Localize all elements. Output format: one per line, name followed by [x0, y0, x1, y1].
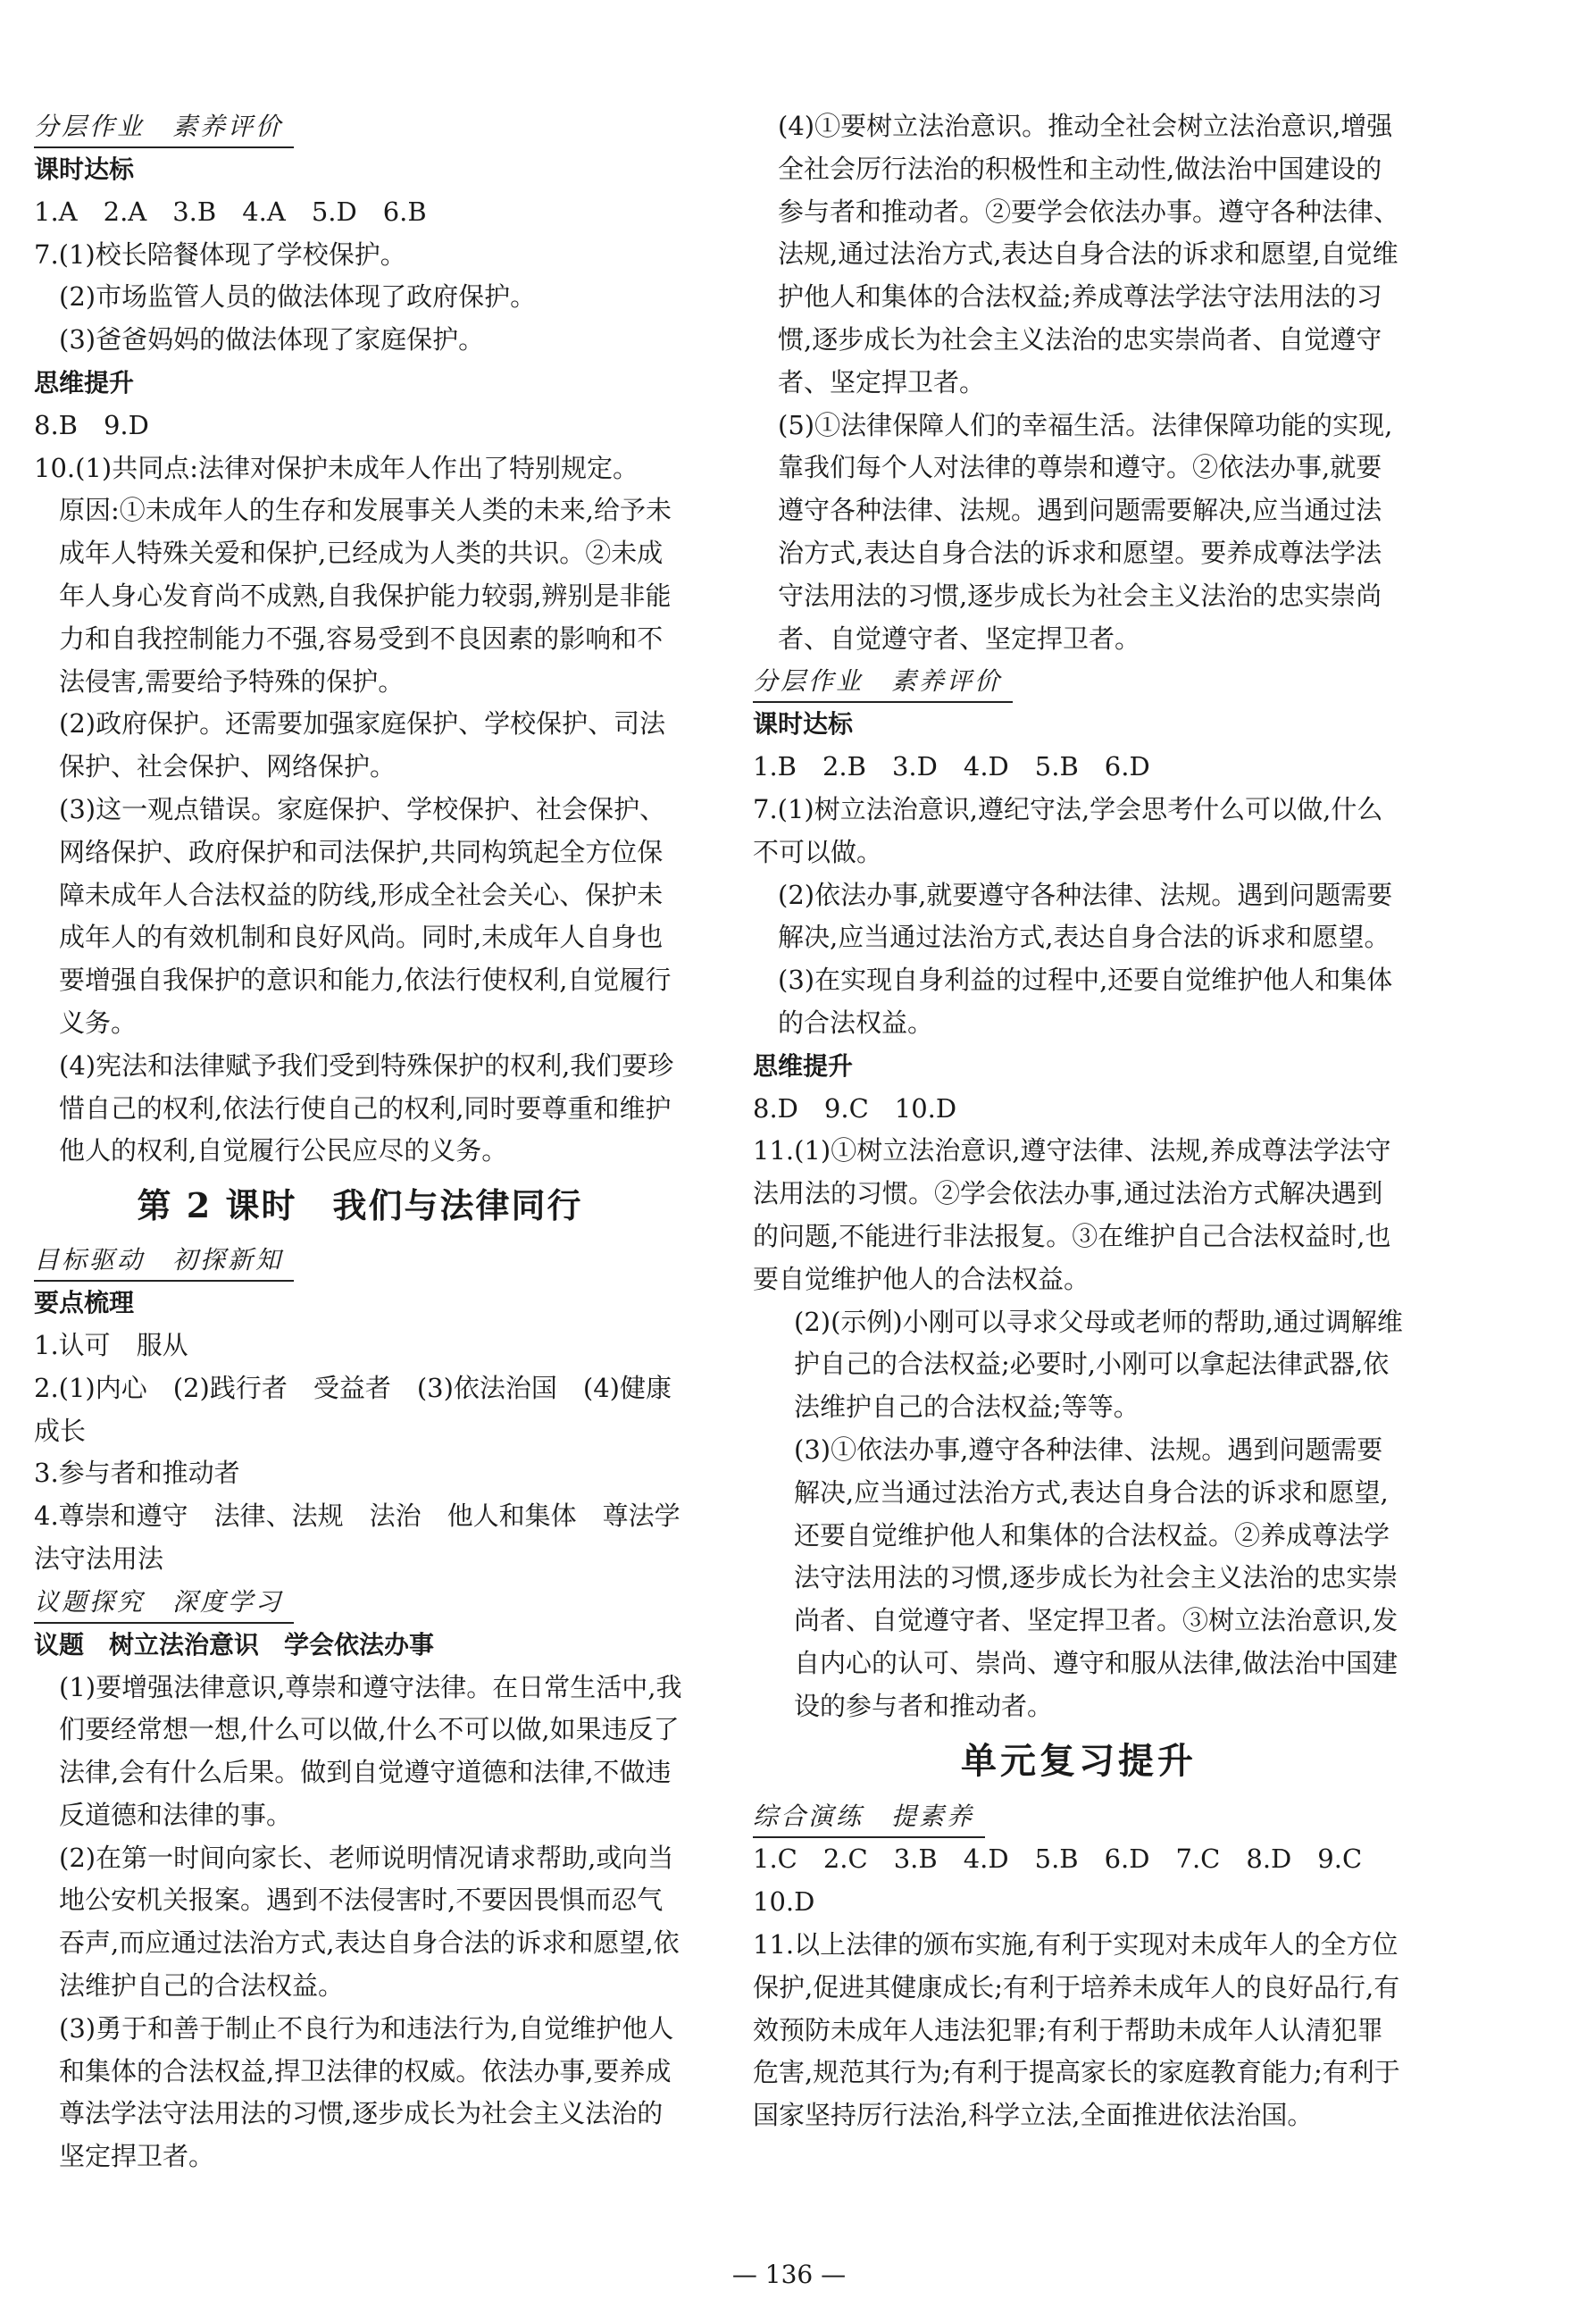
answer-item: (3)勇于和善于制止不良行为和违法行为,自觉维护他人和集体的合法权益,捍卫法律的权威。依法办事,要养成尊法学法守法用法的习惯,逐步成长为社会主义法治的坚定捍卫者。: [59, 2012, 674, 2172]
answer-item: (4)宪法和法律赋予我们受到特殊保护的权利,我们要珍惜自己的权利,依法行使自己的权利,同时要尊重和维护他人的权利,自觉履行公民应尽的义务。: [59, 1049, 674, 1166]
section-header: 议题探究 深度学习: [34, 1583, 294, 1624]
answer-line: 8.D 9.C 10.D: [753, 1092, 957, 1124]
answer-item: 11.以上法律的颁布实施,有利于实现对未成年人的全方位保护,促进其健康成长;有利于培养未成年人的良好品行,有效预防未成年人违法犯罪;有利于帮助未成年人认清犯罪危害,规范其行为;有利于提高家长的家庭教育能力;有利于国家坚持厉行法治,科学立法,全面推进依法治国。: [753, 1929, 1400, 2131]
answer-item: (2)(示例)小刚可以寻求父母或老师的帮助,通过调解维护自己的合法权益;必要时,小刚可以拿起法律武器,依法维护自己的合法权益;等等。: [794, 1306, 1403, 1423]
answer-item: (3)这一观点错误。家庭保护、学校保护、社会保护、网络保护、政府保护和司法保护,共同构筑起全方位保障未成年人合法权益的防线,形成全社会关心、保护未成年人的有效机制和良好风尚。同时,未成年人自身也要增强自我保护的意识和能力,依法行使权利,自觉履行义务。: [59, 793, 672, 1038]
lesson-title: 第 2 课时 我们与法律同行: [137, 1185, 583, 1226]
answer-item: 7.(1)树立法治意识,遵纪守法,学会思考什么可以做,什么不可以做。: [753, 793, 1383, 867]
answer-item: (3)在实现自身利益的过程中,还要自觉维护他人和集体的合法权益。: [778, 965, 1393, 1038]
answer-item: (4)①要树立法治意识。推动全社会树立法治意识,增强全社会厉行法治的积极性和主动性,做法治中国建设的参与者和推动者。②要学会依法办事。遵守各种法律、法规,通过法治方式,表达自身合法的诉求和愿望,自觉维护他人和集体的合法权益;养成尊法学法守法用法的习惯,逐步成长为社会主义法治的忠实崇尚者、自觉遵守者、坚定捍卫者。: [778, 111, 1400, 397]
answer-item: (3)爸爸妈妈的做法体现了家庭保护。: [59, 324, 485, 355]
section-header: 分层作业 素养评价: [34, 107, 294, 148]
answer-line: 1.B 2.B 3.D 4.D 5.B 6.D: [753, 751, 1150, 782]
answer-item: (2)依法办事,就要遵守各种法律、法规。遇到问题需要解决,应当通过法治方式,表达自身合法的诉求和愿望。: [778, 879, 1393, 953]
section-header: 分层作业 素养评价: [753, 662, 1013, 703]
answer-item: 11.(1)①树立法治意识,遵守法律、法规,养成尊法学法守法用法的习惯。②学会依法办事,通过法治方式解决遇到的问题,不能进行非法报复。③在维护自己合法权益时,也要自觉维护他人的合法权益。: [753, 1135, 1391, 1294]
key-point: 1.认可 服从: [34, 1329, 188, 1360]
answer-item: (1)要增强法律意识,尊崇和遵守法律。在日常生活中,我们要经常想一想,什么可以做,什么不可以做,如果违反了法律,会有什么后果。做到自觉遵守道德和法律,不做违反道德和法律的事。: [59, 1671, 682, 1830]
key-point: 4.尊崇和遵守 法律、法规 法治 他人和集体 尊法学法守法用法: [34, 1501, 680, 1574]
answer-item: 10.(1)共同点:法律对保护未成年人作出了特别规定。: [34, 452, 639, 483]
answer-line: 1.A 2.A 3.B 4.A 5.D 6.B: [34, 196, 427, 227]
key-point: 3.参与者和推动者: [34, 1458, 240, 1489]
answer-item: 7.(1)校长陪餐体现了学校保护。: [34, 238, 406, 270]
right-column: [753, 105, 1405, 2137]
subsection-heading: 课时达标: [753, 709, 854, 740]
section-header: 综合演练 提素养: [753, 1797, 985, 1838]
subsection-heading: 要点梳理: [34, 1288, 135, 1318]
subsection-heading: 课时达标: [34, 155, 135, 184]
answer-item: (2)政府保护。还需要加强家庭保护、学校保护、司法保护、社会保护、网络保护。: [59, 708, 666, 782]
answer-line: 8.B 9.D: [34, 409, 149, 440]
subsection-heading: 思维提升: [753, 1050, 854, 1081]
answer-item: (2)在第一时间向家长、老师说明情况请求帮助,或向当地公安机关报案。遇到不法侵害时,不要因畏惧而忍气吞声,而应通过法治方式,表达自身合法的诉求和愿望,依法维护自己的合法权益。: [59, 1842, 680, 2002]
answer-item: (2)市场监管人员的做法体现了政府保护。: [59, 281, 537, 313]
unit-review-title: 单元复习提升: [961, 1741, 1197, 1783]
answer-line: 1.C 2.C 3.B 4.D 5.B 6.D 7.C 8.D 9.C 10.D: [753, 1843, 1389, 1918]
page-number: — 136 —: [731, 2260, 847, 2289]
answer-item: (5)①法律保障人们的幸福生活。法律保障功能的实现,靠我们每个人对法律的尊崇和遵守。②依法办事,就要遵守各种法律、法规。遇到问题需要解决,应当通过法治方式,表达自身合法的诉求和愿望。要养成尊法学法守法用法的习惯,逐步成长为社会主义法治的忠实崇尚者、自觉遵守者、坚定捍卫者。: [778, 409, 1393, 654]
section-header: 目标驱动 初探新知: [34, 1241, 294, 1282]
answer-item: 原因:①未成年人的生存和发展事关人类的未来,给予未成年人特殊关爱和保护,已经成为人类的共识。②未成年人身心发育尚不成熟,自我保护能力较弱,辨别是非能力和自我控制能力不强,容易受到不良因素的影响和不法侵害,需要给予特殊的保护。: [59, 495, 672, 697]
subsection-heading: 思维提升: [34, 367, 135, 397]
left-column: [34, 105, 686, 2178]
answer-item: (3)①依法办事,遵守各种法律、法规。遇到问题需要解决,应当通过法治方式,表达自身合法的诉求和愿望,还要自觉维护他人和集体的合法权益。②养成尊法学法守法用法的习惯,逐步成长为社会主义法治的忠实崇尚者、自觉遵守者、坚定捍卫者。③树立法治意识,发自内心的认可、崇尚、遵守和服从法律,做法治中国建设的参与者和推动者。: [794, 1434, 1398, 1721]
topic-heading: 议题 树立法治意识 学会依法办事: [34, 1629, 435, 1659]
key-point: 2.(1)内心 (2)践行者 受益者 (3)依法治国 (4)健康成长: [34, 1372, 672, 1446]
